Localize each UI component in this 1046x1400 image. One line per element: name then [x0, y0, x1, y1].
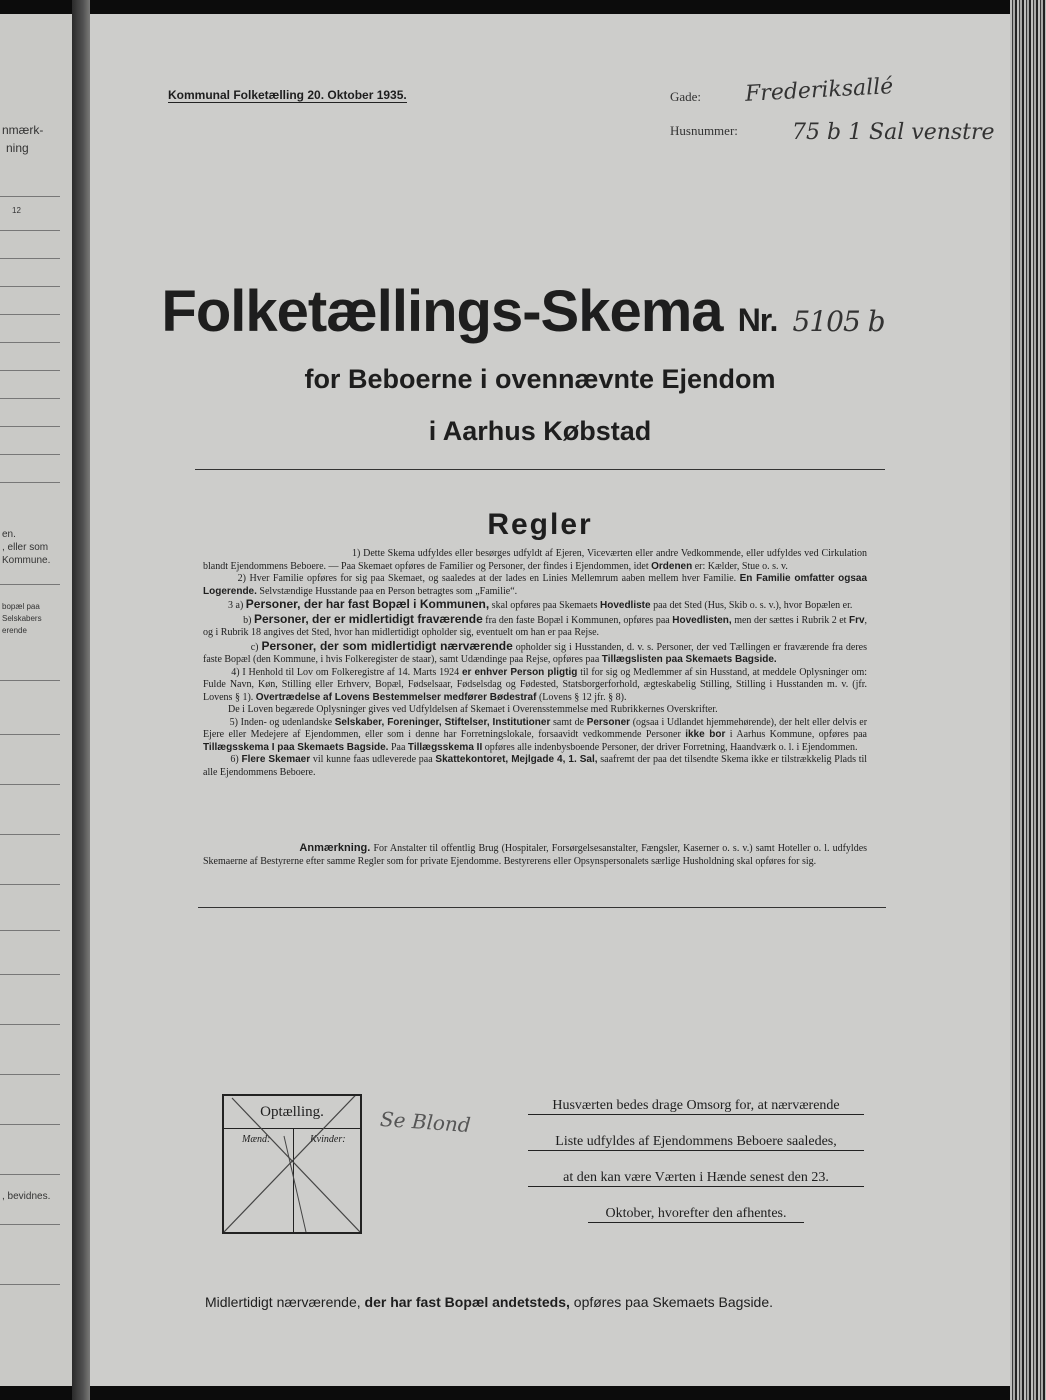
left-text: erende: [2, 626, 27, 635]
rule: [0, 1224, 60, 1225]
rule-5-text2: (ogsaa i Udlandet hjemmehørende), der helt eller delvis er Ejere eller Medejere af Ejendommen, eller som i denne har Forretningslokale, forsaavidt vedkommende Personer: [203, 716, 868, 740]
annotation-text: For Anstalter til offentlig Brug (Hospitaler, Forsørgelsesanstalter, Fængsler, Kaserner o. s. v.) samt Hoteller o. l. udfyldes Skemaerne af Bestyrerne efter samme Regler som for private Ejendomme. Bestyrerens eller Opsynspersonalets særlige Husholdning skal opføres for sig.: [203, 843, 868, 867]
rule: [0, 1284, 60, 1285]
binding-gutter: [72, 0, 90, 1400]
rule-3a: 3 a): [228, 600, 244, 611]
rule-5-end: opføres alle indenbysboende Personer, der driver Forretning, Haandværk o. l. i Ejendommen.: [484, 741, 858, 753]
footer-note: [205, 1294, 773, 1310]
rule-5-text: samt de: [553, 716, 585, 728]
count-box-title: Optælling.: [224, 1096, 360, 1129]
rule: [0, 974, 60, 975]
rule-3c: c): [250, 641, 259, 653]
rule-2-end: Selvstændige Husstande paa en Person betragtes som „Familie“.: [259, 585, 518, 597]
rule-3b-text2: men der sættes i Rubrik 2 et: [734, 614, 847, 626]
rule-5-text3: i Aarhus Kommune, opføres paa: [729, 729, 867, 740]
rule: [0, 1124, 60, 1125]
footer-pre: Midlertidigt nærværende,: [205, 1294, 361, 1310]
subtitle-2: i Aarhus Købstad: [428, 416, 652, 446]
left-text: Kommune.: [2, 555, 51, 566]
rule-4b: De i Loven begærede Oplysninger gives ved Udfyldelsen af Skemaet i Overensstemmelse med Rubrikkernes Overskrifter.: [228, 704, 718, 715]
rule-3a-bold2: Hovedliste: [599, 600, 651, 611]
rule-1-end: er: Kælder, Stue o. s. v.: [694, 560, 788, 572]
rule-3a-text: skal opføres paa Skemaets: [491, 600, 598, 611]
rule: [0, 398, 60, 399]
rule: [0, 454, 60, 455]
rule: [0, 1074, 60, 1075]
rule-6-end: saafremt der paa det tilsendte Skema ikke er tilstrækkelig Plads til alle Ejendommens Beboere.: [203, 754, 868, 778]
rule-2: 2) Hver Familie opføres for sig paa Skemaet, og saaledes at der lades en Linies Mellemrum aaben mellem hver Familie.: [237, 573, 737, 584]
count-box: [222, 1094, 362, 1234]
rule-3b: b): [243, 614, 252, 626]
crossed-out-mark: [224, 1096, 360, 1232]
rule: [0, 884, 60, 885]
rule: [0, 584, 60, 585]
rule-5-bold2: Personer: [586, 716, 631, 728]
rule-3b-bold: Personer, der er midlertidigt fraværende: [253, 611, 483, 626]
rule: [0, 230, 60, 231]
rule-1-bold: Ordenen: [651, 560, 693, 572]
left-text: Selskabers: [2, 614, 42, 623]
census-header: Kommunal Folketælling 20. Oktober 1935.: [168, 88, 407, 102]
rule-4-text: til for sig og Medlemmer af sin Husstand, at meddele Oplysninger om: Fulde Navn, Køn, Stilling eller Erhverv, Bopæl, Fødselsaar, Fødselsdag og Fødested, Statsborgerforhold, ægteskabelig Stilling, Stilling i Husstanden m. v. (jfr. Lovens § 1).: [203, 666, 868, 703]
rule-5-bold5: Tillægsskema II: [407, 741, 483, 753]
rule-3b-bold2: Hovedlisten,: [672, 614, 732, 626]
count-box-maend: Mænd:: [242, 1134, 271, 1145]
rules-heading: Regler: [487, 508, 593, 541]
rule-6-text: vil kunne faas udleverede paa: [312, 754, 433, 765]
subtitle-1: for Beboerne i ovennævnte Ejendom: [304, 364, 776, 394]
nr-label: Nr.: [737, 302, 778, 338]
rule: [0, 482, 60, 483]
rule: [0, 930, 60, 931]
rule-6-bold2: Skattekontoret, Mejlgade 4, 1. Sal,: [435, 754, 598, 765]
rule-3b-text: fra den faste Bopæl i Kommunen, opføres paa: [485, 614, 670, 626]
rule-1: 1) Dette Skema udfyldes eller besørges udfyldt af Ejeren, Viceværten eller andre Vedkommende, eller udfyldes ved Cirkulation blandt Ejendommens Beboere. — Paa Skemaet opføres de Familier og Personer, der findes i Ejendommen, idet: [203, 548, 868, 572]
gade-value: Frederiksallé: [744, 74, 894, 107]
left-text: en.: [2, 529, 16, 540]
rule-5-text4: Paa: [390, 741, 406, 753]
rule: [0, 1024, 60, 1025]
nr-value: 5105 b: [792, 305, 885, 338]
rule: [0, 834, 60, 835]
rule-3c-bold: Personer, der som midlertidigt nærværende: [261, 638, 513, 653]
divider: [195, 469, 885, 470]
rule-2-bold: En Familie omfatter ogsaa Logerende.: [203, 573, 868, 597]
rule-3b-end: , og i Rubrik 18 angives det Sted, hvor han midlertidigt opholder sig, eventuelt om han er paa Rejse.: [203, 614, 868, 638]
rule-4: 4) I Henhold til Lov om Folkeregistre af 14. Marts 1924: [231, 666, 460, 678]
husnummer-value: 75 b 1 Sal venstre: [792, 120, 995, 145]
instruction-line: Oktober, hvorefter den afhentes.: [588, 1206, 804, 1223]
divider: [198, 907, 886, 908]
rule-5: 5) Inden- og udenlandske: [229, 716, 333, 728]
rule-6-bold: Flere Skemaer: [241, 754, 311, 765]
left-text: ning: [6, 141, 29, 155]
rule-4-bold2: Overtrædelse af Lovens Bestemmelser medfører Bødestraf: [255, 691, 537, 703]
count-box-kvinder: Kvinder:: [310, 1134, 346, 1145]
rule: [0, 196, 60, 197]
left-text: , bevidnes.: [2, 1191, 51, 1202]
gade-label: Gade:: [670, 89, 702, 104]
rule-3c-bold2: Tillægslisten paa Skemaets Bagside.: [601, 654, 777, 665]
left-text: 12: [12, 206, 21, 215]
footer-bold: der har fast Bopæl andetsteds,: [364, 1294, 570, 1310]
annotation: [203, 842, 867, 868]
rule-5-bold4: Tillægsskema I paa Skemaets Bagside.: [203, 741, 389, 753]
rule-3c-text: opholder sig i Husstanden, d. v. s. Personer, der ved Tællingen er fraværende fra deres faste Bopæl (den Kommune, i hvis Folkeregister de staar), samt Udændinge paa Rejse, opføres paa: [203, 641, 867, 665]
rule: [0, 734, 60, 735]
handwritten-note: Se Blond: [379, 1106, 472, 1138]
rule-4-end: (Lovens § 12 jfr. § 8).: [538, 691, 627, 703]
form-title-main: Folketællings-Skema: [161, 279, 723, 344]
rule-5-bold3: ikke bor: [685, 729, 726, 740]
instruction-line: at den kan være Værten i Hænde senest den 23.: [528, 1170, 864, 1187]
instruction-line: Liste udfyldes af Ejendommens Beboere saaledes,: [528, 1134, 864, 1151]
rule-3b-bold3: Frv: [848, 614, 865, 626]
rule: [0, 784, 60, 785]
left-page-fragment: [0, 14, 72, 1386]
left-text: nmærk-: [2, 123, 44, 137]
rules-text: [203, 548, 867, 779]
footer-post: opføres paa Skemaets Bagside.: [573, 1294, 774, 1310]
rule: [0, 258, 60, 259]
rule-5-bold: Selskaber, Foreninger, Stiftelser, Institutioner: [334, 716, 551, 728]
rule-3a-end: paa det Sted (Hus, Skib o. s. v.), hvor Bopælen er.: [653, 600, 853, 611]
rule: [0, 1174, 60, 1175]
left-text: bopæl paa: [2, 602, 40, 611]
annotation-label: Anmærkning.: [299, 842, 371, 854]
form-title: [0, 278, 1046, 345]
rule-3a-bold: Personer, der har fast Bopæl i Kommunen,: [245, 597, 490, 611]
left-text: , eller som: [2, 542, 49, 553]
rule-4-bold: er enhver Person pligtig: [461, 666, 578, 678]
husnummer-label: Husnummer:: [670, 123, 738, 138]
rule: [0, 680, 60, 681]
page-edges: [1010, 0, 1046, 1400]
instruction-line: Husværten bedes drage Omsorg for, at nærværende: [528, 1098, 864, 1115]
rule-6: 6): [230, 754, 239, 765]
